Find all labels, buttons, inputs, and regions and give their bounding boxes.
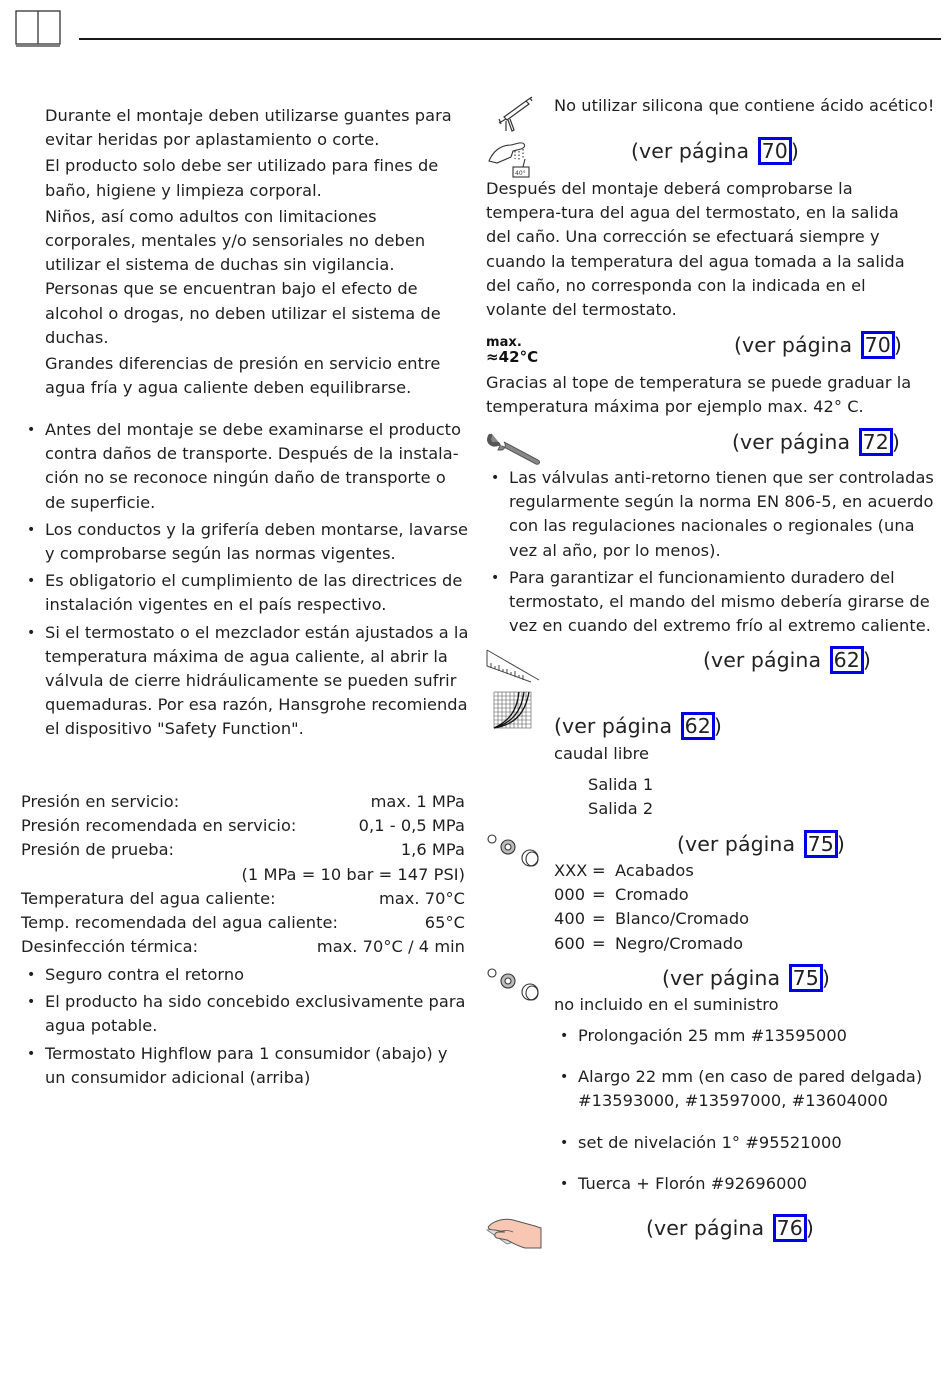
spec-value: max. 1 MPa (370, 792, 465, 811)
see-page-close: ) (893, 333, 902, 357)
spec-value: 65°C (424, 912, 465, 932)
safety-paragraph: El producto solo debe ser utilizado para fines de baño, higiene y limpieza corporal. (45, 156, 439, 200)
spec-row (21, 838, 465, 862)
svg-text:40°: 40° (515, 170, 526, 177)
finish-row (554, 932, 749, 956)
see-page-temp-check (631, 137, 799, 165)
finish-eq: = (592, 885, 606, 905)
spare-parts-icon (486, 832, 542, 868)
spec-value: 0,1 - 0,5 MPa (358, 816, 465, 836)
finish-code: 600 (554, 933, 586, 953)
see-page-close: ) (862, 648, 871, 672)
page-link-75[interactable]: 75 (804, 830, 838, 858)
see-page-flow (554, 712, 722, 740)
page-link-70[interactable]: 70 (861, 331, 895, 359)
see-page-label: (ver página (662, 966, 787, 990)
see-page-close: ) (713, 714, 722, 738)
spec-row (21, 814, 465, 838)
list-item: • El producto ha sido concebido exclusivamente para agua potable. (45, 990, 470, 1038)
max-label: max. (486, 335, 522, 350)
spec-row (21, 887, 465, 911)
list-item: • Los conductos y la grifería deben montarse, lavarse y comprobarse según las normas vigentes. (45, 518, 470, 566)
spec-label: Desinfección térmica: (21, 937, 199, 957)
list-item: • set de nivelación 1° #95521000 (578, 1131, 938, 1155)
see-page-label: (ver página (677, 832, 802, 856)
outlet-1: Salida 1 (588, 775, 654, 794)
spec-value: 1,6 MPa (400, 840, 465, 860)
outlet-2: Salida 2 (588, 799, 654, 818)
spec-value: (1 MPa = 10 bar = 147 PSI) (241, 864, 465, 884)
safety-paragraph: Durante el montaje deben utilizarse guantes para evitar heridas por aplastamiento o corte. (45, 106, 452, 150)
temp-limit-text: Gracias al tope de temperatura se puede graduar la temperatura máxima por ejemplo max. 42° C. (486, 373, 912, 417)
finish-row (554, 859, 749, 883)
safety-paragraph: Grandes diferencias de presión en servicio entre agua fría y agua caliente deben equilibrarse. (45, 354, 441, 398)
silicone-gun-icon (490, 95, 535, 133)
see-page-accessories (662, 964, 830, 992)
silicone-warning: No utilizar silicona que contiene ácido acético! (554, 96, 935, 115)
see-page-dimensions (703, 646, 871, 674)
wrench-icon (486, 430, 542, 466)
spec-label: Presión en servicio: (21, 792, 180, 811)
finish-name: Cromado (615, 885, 689, 905)
spec-label: Temperatura del agua caliente: (21, 888, 276, 908)
see-page-close: ) (891, 430, 900, 454)
see-page-label: (ver página (732, 430, 857, 454)
spec-row (21, 935, 465, 959)
list-item: • Termostato Highflow para 1 consumidor (abajo) y un consumidor adicional (arriba) (45, 1042, 470, 1090)
list-item: • Seguro contra el retorno (45, 963, 470, 987)
finish-row (554, 907, 749, 931)
spec-label: Presión recomendada en servicio: (21, 816, 297, 836)
finish-name: Blanco/Cromado (615, 909, 750, 929)
see-page-close: ) (836, 832, 845, 856)
list-item: • Es obligatorio el cumplimiento de las directrices de instalación vigentes en el país respectivo. (45, 569, 470, 617)
list-item: • Prolongación 25 mm #13595000 (578, 1024, 938, 1048)
finishes-list (554, 859, 749, 956)
dimensions-ruler-icon (485, 648, 541, 684)
see-page-label: (ver página (631, 139, 756, 163)
page-link-62[interactable]: 62 (681, 712, 715, 740)
mounting-instructions-list (45, 418, 470, 745)
list-item: • Tuerca + Florón #92696000 (578, 1172, 938, 1196)
page-link-75[interactable]: 75 (789, 964, 823, 992)
see-page-label: (ver página (703, 648, 828, 672)
page-link-62[interactable]: 62 (830, 646, 864, 674)
see-page-maintenance (732, 428, 900, 456)
finish-eq: = (592, 861, 606, 880)
finish-code: 400 (554, 909, 586, 929)
flow-label: caudal libre (554, 744, 650, 763)
not-included-label: no incluido en el suministro (554, 995, 779, 1014)
finish-eq: = (592, 933, 606, 953)
finish-eq: = (592, 909, 606, 929)
see-page-label: (ver página (734, 333, 859, 357)
accessories-parts-icon (486, 966, 542, 1002)
spec-label: Temp. recomendada del agua caliente: (21, 912, 339, 932)
list-item: • Las válvulas anti-retorno tienen que ser controladas regularmente según la norma EN 806-5, en acuerdo con las regulaciones nacionales o regionales (una vez al año, por lo menos). (509, 466, 934, 563)
flow-diagram-icon (493, 691, 533, 729)
see-page-close: ) (805, 1216, 814, 1240)
safety-section (45, 104, 470, 402)
accessories-list (578, 1024, 938, 1199)
list-item: • Para garantizar el funcionamiento duradero del termostato, el mando del mismo debería girarse de vez en cuando del extremo frío al extremo caliente. (509, 566, 934, 639)
max-temp-badge (486, 336, 538, 364)
list-item: • Si el termostato o el mezclador están ajustados a la temperatura máxima de agua caliente, al abrir la válvula de cierre hidráulicamente se pueden sufrir quemaduras. Por esa razón, Hansgrohe recomienda el dispositivo "Safety Function". (45, 621, 470, 742)
finish-name: Negro/Cromado (615, 933, 744, 953)
temperature-check-icon (487, 137, 533, 179)
finish-name: Acabados (615, 861, 694, 880)
spec-value: max. 70°C (378, 888, 465, 908)
spec-row (21, 911, 465, 935)
temp-check-text: Después del montaje deberá comprobarse la tempera-tura del agua del termostato, en la salida del caño. Una corrección se efectuará siempre y cuando la temperatura del agua tomada a la salida del caño, no corresponda con la indicada en el volante del termostato. (486, 179, 905, 320)
see-page-label: (ver página (554, 714, 679, 738)
maintenance-list (509, 466, 934, 641)
spec-row (21, 790, 465, 814)
spec-label: Presión de prueba: (21, 840, 175, 860)
finish-code: XXX (554, 861, 588, 880)
spec-row-note (21, 863, 465, 887)
list-item: • Antes del montaje se debe examinarse el producto contra daños de transporte. Después de la instala-ción no se reconoce ningún daño de transporte o de superficie. (45, 418, 470, 515)
page-link-76[interactable]: 76 (773, 1214, 807, 1242)
header-rule (79, 38, 941, 40)
spec-value: max. 70°C / 4 min (316, 937, 465, 957)
cleaning-hand-icon (485, 1214, 543, 1252)
product-features-list (45, 963, 470, 1093)
page-link-72[interactable]: 72 (859, 428, 893, 456)
see-page-cleaning (646, 1214, 814, 1242)
list-item: • Alargo 22 mm (en caso de pared delgada) #13593000, #13597000, #13604000 (578, 1065, 938, 1113)
page-link-70[interactable]: 70 (758, 137, 792, 165)
see-page-label: (ver página (646, 1216, 771, 1240)
see-page-temp-limit (734, 331, 902, 359)
safety-paragraph: Niños, así como adultos con limitaciones corporales, mentales y/o sensoriales no deben utilizar el sistema de duchas sin vigilancia. Personas que se encuentran bajo el efecto de alcohol o drogas, no deben utilizar el sistema de duchas. (45, 206, 441, 347)
technical-specs-table (21, 790, 465, 959)
see-page-close: ) (821, 966, 830, 990)
max-temp-value: ≈42°C (486, 348, 539, 366)
finish-code: 000 (554, 885, 586, 905)
open-book-icon (15, 10, 62, 48)
see-page-close: ) (790, 139, 799, 163)
see-page-spare-parts (677, 830, 845, 858)
finish-row (554, 883, 749, 907)
